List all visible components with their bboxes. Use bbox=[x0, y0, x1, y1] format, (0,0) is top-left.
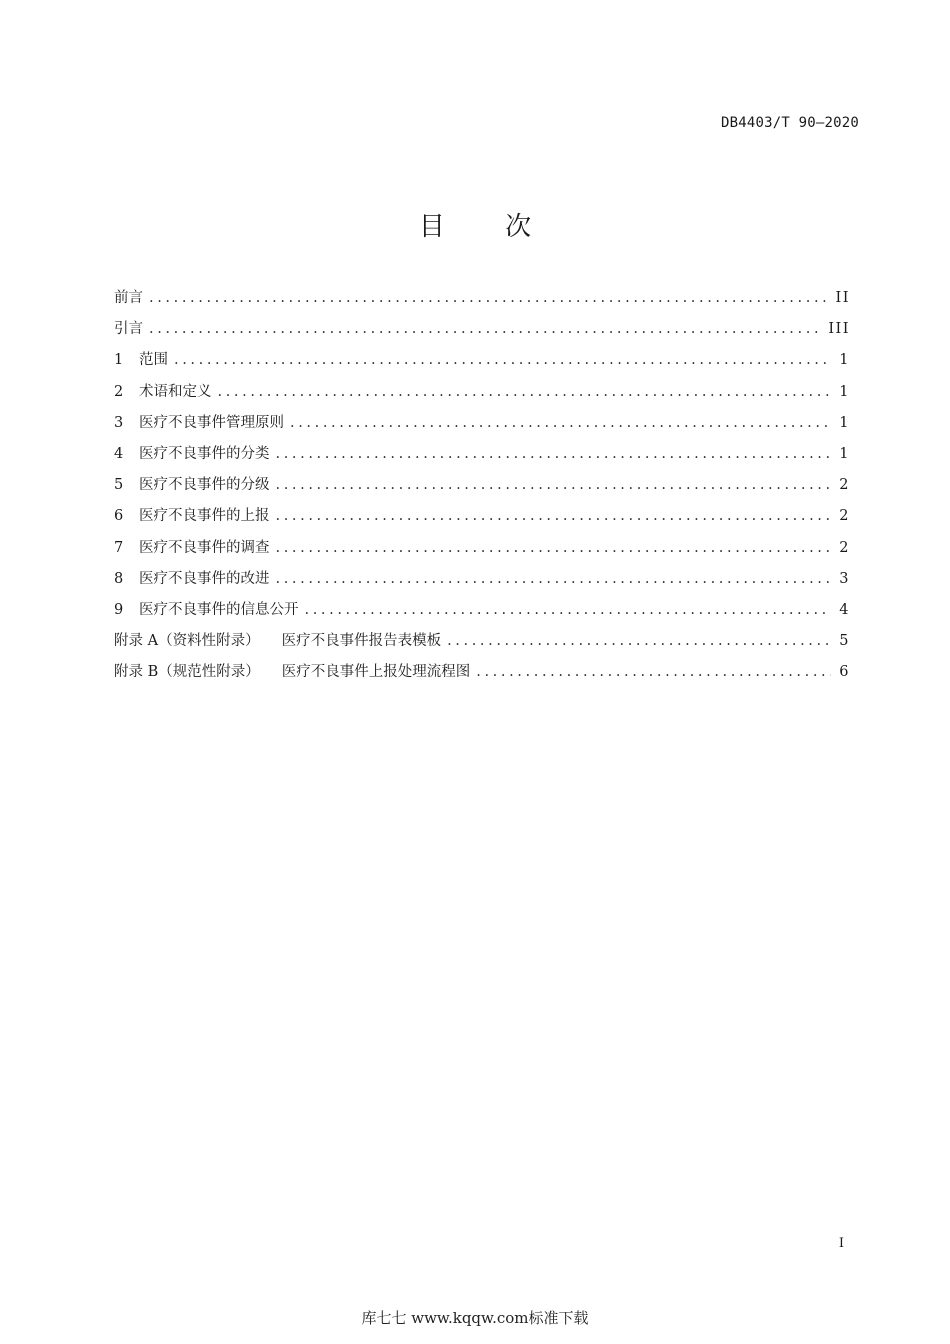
toc-leader-dots bbox=[276, 504, 832, 528]
toc-entry-disclosure[interactable] bbox=[114, 598, 850, 629]
toc-entry-number: 6 bbox=[114, 508, 124, 525]
toc-leader-dots bbox=[276, 536, 832, 560]
toc-leader-dots bbox=[276, 473, 832, 497]
toc-entry-page: 3 bbox=[839, 570, 850, 587]
toc-entry-label: 医疗不良事件报告表模板 bbox=[281, 633, 442, 650]
toc-entry-label: 范围 bbox=[139, 352, 168, 369]
toc-leader-dots bbox=[276, 567, 832, 591]
toc-annex-tag: 附录 A（资料性附录） bbox=[114, 633, 260, 650]
toc-entry-terms[interactable] bbox=[114, 380, 850, 411]
toc-entry-label: 医疗不良事件上报处理流程图 bbox=[281, 664, 471, 681]
toc-entry-page: 2 bbox=[839, 539, 850, 556]
toc-entry-label: 引言 bbox=[114, 321, 143, 338]
toc-entry-foreword[interactable] bbox=[114, 286, 850, 317]
toc-entry-annex-b[interactable] bbox=[114, 660, 850, 691]
page-number: I bbox=[838, 1236, 844, 1251]
toc-entry-page: III bbox=[828, 321, 850, 338]
toc-entry-label: 前言 bbox=[114, 290, 143, 306]
toc-entry-principles[interactable] bbox=[114, 411, 850, 442]
toc-leader-dots bbox=[447, 629, 831, 653]
toc-title: 目 次 bbox=[418, 212, 558, 242]
toc-entry-grading[interactable] bbox=[114, 473, 850, 504]
toc-entry-page: 1 bbox=[839, 383, 850, 400]
toc-entry-number: 5 bbox=[114, 477, 124, 494]
toc-annex-tag: 附录 B（规范性附录） bbox=[114, 664, 260, 681]
toc-leader-dots bbox=[218, 380, 832, 404]
toc-leader-dots bbox=[305, 598, 832, 622]
toc-entry-page: 4 bbox=[839, 601, 850, 618]
toc-leader-dots bbox=[149, 317, 820, 341]
document-code: DB4403/T 90—2020 bbox=[720, 115, 859, 131]
toc-entry-number: 7 bbox=[114, 539, 124, 556]
toc-leader-dots bbox=[149, 286, 828, 310]
toc-entry-label: 医疗不良事件的上报 bbox=[139, 508, 270, 525]
toc-entry-annex-a[interactable] bbox=[114, 629, 850, 660]
toc-leader-dots bbox=[290, 411, 831, 435]
toc-entry-page: 1 bbox=[839, 414, 850, 431]
toc-entry-number: 4 bbox=[114, 445, 124, 462]
toc-entry-scope[interactable] bbox=[114, 348, 850, 379]
toc-entry-label: 医疗不良事件的改进 bbox=[139, 570, 270, 587]
toc-entry-page: 1 bbox=[839, 445, 850, 462]
toc-entry-number: 3 bbox=[114, 414, 124, 431]
toc-entry-page: 6 bbox=[839, 664, 850, 681]
toc-entry-page: 2 bbox=[839, 477, 850, 494]
toc-entry-reporting[interactable] bbox=[114, 504, 850, 535]
toc-entry-label: 医疗不良事件管理原则 bbox=[139, 414, 284, 431]
toc-entry-number: 8 bbox=[114, 570, 124, 587]
toc-entry-label: 医疗不良事件的分级 bbox=[139, 477, 270, 494]
toc-entry-investigation[interactable] bbox=[114, 536, 850, 567]
toc-leader-dots bbox=[276, 442, 832, 466]
toc-entry-page: 5 bbox=[839, 633, 850, 650]
toc-entry-page: 2 bbox=[839, 508, 850, 525]
toc-entry-page: II bbox=[835, 290, 850, 306]
toc-entry-label: 术语和定义 bbox=[139, 383, 212, 400]
toc-entry-classification[interactable] bbox=[114, 442, 850, 473]
toc-entry-label: 医疗不良事件的信息公开 bbox=[139, 601, 299, 618]
toc-entry-improvement[interactable] bbox=[114, 567, 850, 598]
toc-entry-label: 医疗不良事件的分类 bbox=[139, 445, 270, 462]
toc-leader-dots bbox=[476, 660, 831, 684]
toc-entry-page: 1 bbox=[839, 352, 850, 369]
toc-entry-number: 9 bbox=[114, 601, 124, 618]
toc-leader-dots bbox=[174, 348, 831, 372]
toc-entry-number: 2 bbox=[114, 383, 124, 400]
toc-entry-label: 医疗不良事件的调查 bbox=[139, 539, 270, 556]
table-of-contents bbox=[114, 286, 850, 691]
toc-entry-introduction[interactable] bbox=[114, 317, 850, 348]
toc-entry-number: 1 bbox=[114, 352, 124, 369]
footer-watermark: 库七七 www.kqqw.com标准下载 bbox=[361, 1309, 589, 1327]
